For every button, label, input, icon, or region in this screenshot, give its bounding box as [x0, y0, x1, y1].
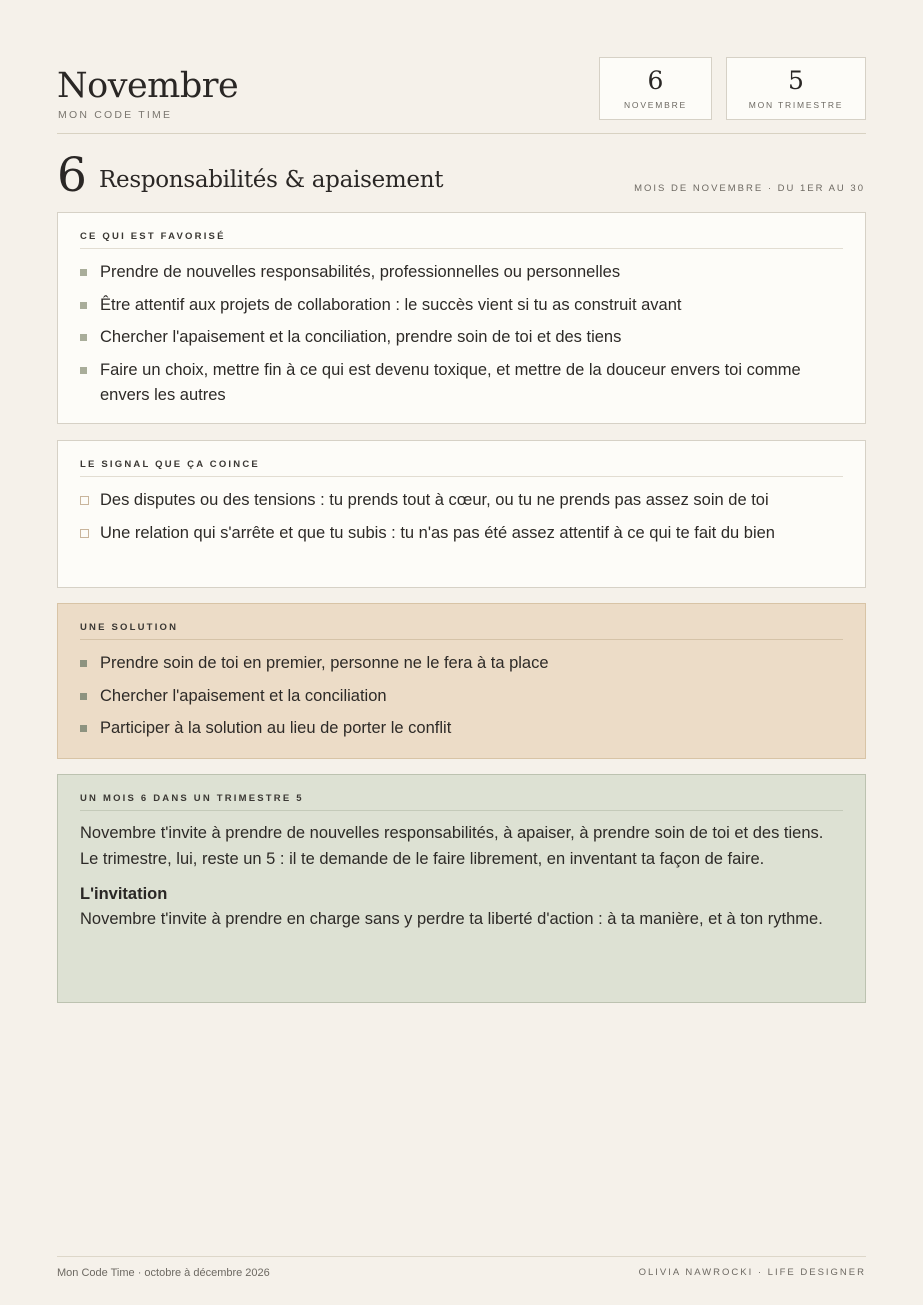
- square-bullet-icon: [80, 302, 87, 309]
- invitation-heading: L'invitation: [80, 885, 168, 903]
- quarter-number-value: 5: [788, 66, 804, 95]
- month-number-label: NOVEMBRE: [623, 100, 688, 110]
- page: [57, 0, 866, 1305]
- outline-square-bullet-icon: [80, 496, 89, 505]
- solution-list: [80, 640, 843, 741]
- list-item: Chercher l'apaisement et la conciliation, prendre soin de toi et des tiens: [80, 325, 843, 350]
- page-subtitle: MON CODE TIME: [58, 109, 173, 121]
- section-title: Responsabilités & apaisement: [99, 167, 444, 193]
- favored-card: [57, 212, 866, 424]
- square-bullet-icon: [80, 725, 87, 732]
- list-item: Chercher l'apaisement et la conciliation: [80, 684, 843, 709]
- footer-left: Mon Code Time · octobre à décembre 2026: [57, 1267, 270, 1279]
- month-number-box: [599, 57, 712, 120]
- favored-list: [80, 249, 843, 408]
- signal-list: [80, 477, 843, 546]
- quarter-number-box: [726, 57, 866, 120]
- solution-label: UNE SOLUTION: [80, 604, 843, 640]
- page-header: [57, 56, 866, 134]
- solution-card: [57, 603, 866, 759]
- footer-right: OLIVIA NAWROCKI · LIFE DESIGNER: [638, 1267, 866, 1278]
- section-heading: [57, 150, 866, 202]
- list-item: Une relation qui s'arrête et que tu subis : tu n'as pas été assez attentif à ce qui te fait du bien: [80, 521, 843, 546]
- section-meta: MOIS DE NOVEMBRE · DU 1ER AU 30: [634, 183, 865, 194]
- month-quarter-label: UN MOIS 6 DANS UN TRIMESTRE 5: [80, 775, 843, 811]
- list-item: Participer à la solution au lieu de porter le conflit: [80, 716, 843, 741]
- square-bullet-icon: [80, 660, 87, 667]
- square-bullet-icon: [80, 269, 87, 276]
- quarter-number-label: MON TRIMESTRE: [748, 100, 844, 110]
- signal-label: LE SIGNAL QUE ÇA COINCE: [80, 441, 843, 477]
- month-quarter-card: [57, 774, 866, 1003]
- favored-label: CE QUI EST FAVORISÉ: [80, 213, 843, 249]
- list-item: Être attentif aux projets de collaboration : le succès vient si tu as construit avant: [80, 293, 843, 318]
- square-bullet-icon: [80, 334, 87, 341]
- page-title: Novembre: [57, 66, 239, 106]
- signal-card: [57, 440, 866, 588]
- square-bullet-icon: [80, 693, 87, 700]
- list-item: Prendre soin de toi en premier, personne ne le fera à ta place: [80, 651, 843, 676]
- month-quarter-paragraph: Novembre t'invite à prendre de nouvelles responsabilités, à apaiser, à prendre soin de toi et des tiens. Le trimestre, lui, reste un 5 : il te demande de le faire librement, en inventant ta façon de faire.: [80, 824, 824, 868]
- list-item: Faire un choix, mettre fin à ce qui est devenu toxique, et mettre de la douceur envers toi comme envers les autres: [80, 358, 843, 408]
- list-item: Prendre de nouvelles responsabilités, professionnelles ou personnelles: [80, 260, 843, 285]
- invitation-text: Novembre t'invite à prendre en charge sans y perdre ta liberté d'action : à ta manière, et à ton rythme.: [80, 910, 823, 928]
- list-item: Des disputes ou des tensions : tu prends tout à cœur, ou tu ne prends pas assez soin de toi: [80, 488, 843, 513]
- month-number-value: 6: [647, 66, 664, 95]
- outline-square-bullet-icon: [80, 529, 89, 538]
- section-number: 6: [57, 148, 87, 203]
- page-footer: [57, 1256, 866, 1279]
- square-bullet-icon: [80, 367, 87, 374]
